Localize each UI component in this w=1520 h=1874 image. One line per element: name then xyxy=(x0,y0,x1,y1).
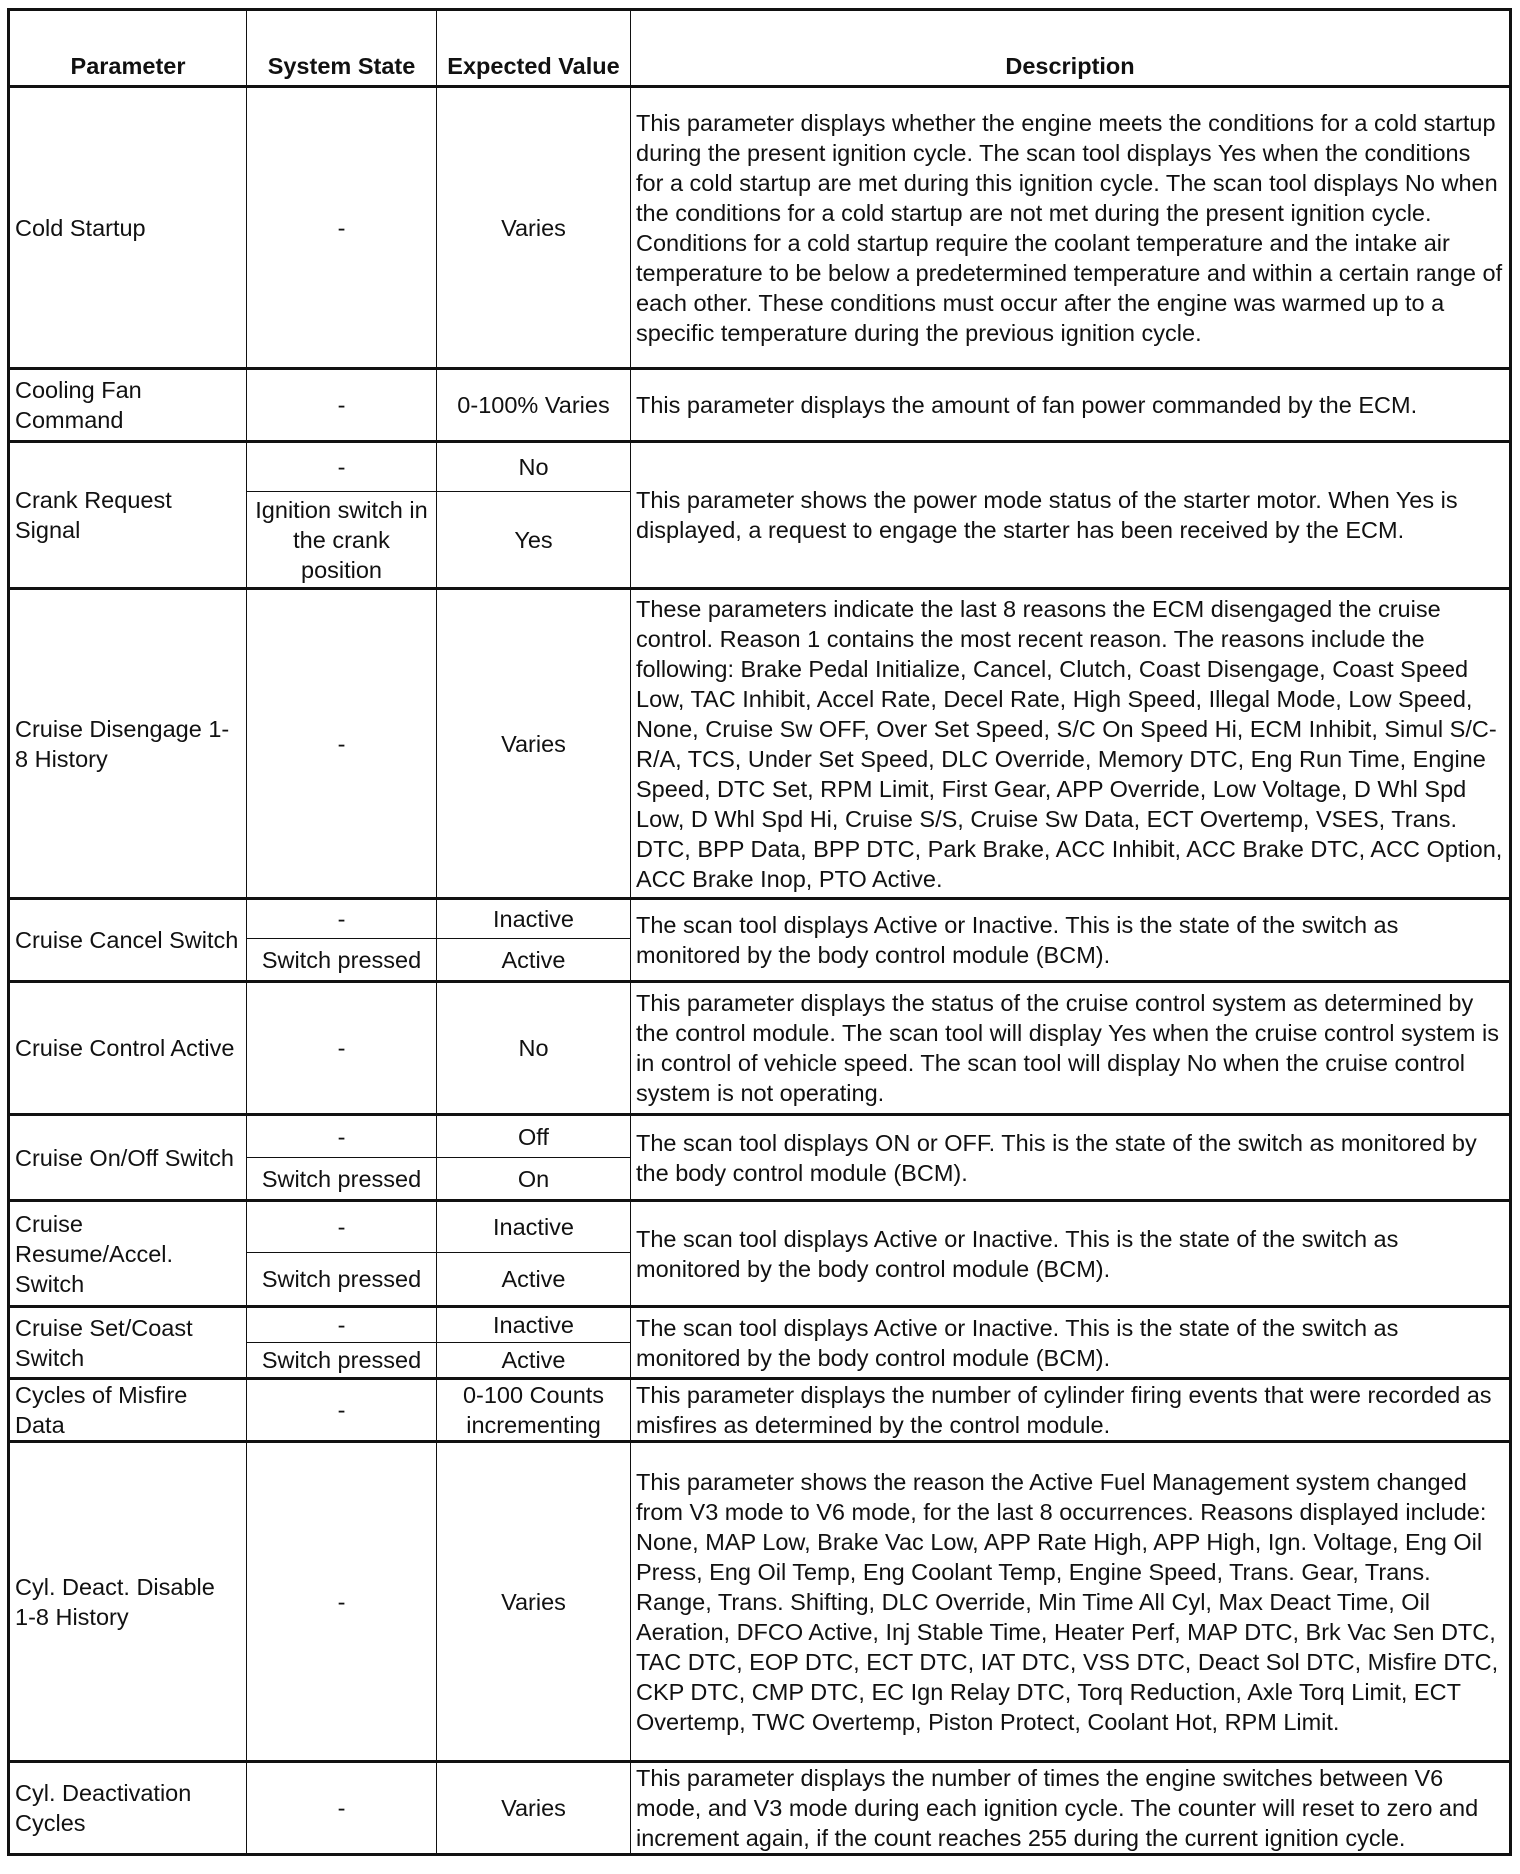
system-state-cell: - xyxy=(247,1442,437,1762)
system-state-cell: - xyxy=(247,1115,437,1158)
expected-value-cell: No xyxy=(437,442,631,492)
system-state-cell: - xyxy=(247,899,437,939)
system-state-cell: Switch pressed xyxy=(247,939,437,982)
system-state-cell: - xyxy=(247,442,437,492)
table-row xyxy=(9,1307,1511,1343)
description-cell: This parameter displays the status of the cruise control system as determined by the control module. The scan tool will display Yes when the cruise control system is in control of vehicle speed. The scan tool will display No when the cruise control system is not operating. xyxy=(631,982,1511,1115)
expected-value-cell: Active xyxy=(437,1343,631,1379)
table-row xyxy=(9,369,1511,442)
table-row xyxy=(9,899,1511,939)
system-state-cell: - xyxy=(247,87,437,369)
expected-value-cell: Active xyxy=(437,939,631,982)
parameter-cell: Cruise Resume/Accel. Switch xyxy=(9,1201,247,1307)
description-cell: This parameter displays the amount of fan power commanded by the ECM. xyxy=(631,369,1511,442)
description-cell: The scan tool displays Active or Inactive. This is the state of the switch as monitored by the body control module (BCM). xyxy=(631,1201,1511,1307)
description-cell: This parameter displays the number of cylinder firing events that were recorded as misfires as determined by the control module. xyxy=(631,1379,1511,1442)
parameter-cell: Cold Startup xyxy=(9,87,247,369)
description-cell: This parameter displays whether the engine meets the conditions for a cold startup during the present ignition cycle. The scan tool displays Yes when the conditions for a cold startup are met during this ignition cycle. The scan tool displays No when the conditions for a cold startup are not met during the present ignition cycle. Conditions for a cold startup require the coolant temperature and the intake air temperature to be below a predetermined temperature and within a certain range of each other. These conditions must occur after the engine was warmed up to a specific temperature during the previous ignition cycle. xyxy=(631,87,1511,369)
parameter-cell: Cyl. Deact. Disable 1-8 History xyxy=(9,1442,247,1762)
expected-value-cell: Varies xyxy=(437,1762,631,1855)
parameter-cell: Cruise Cancel Switch xyxy=(9,899,247,982)
description-cell: This parameter displays the number of times the engine switches between V6 mode, and V3 mode during each ignition cycle. The counter will reset to zero and increment again, if the count reaches 255 during the current ignition cycle. xyxy=(631,1762,1511,1855)
parameter-cell: Crank Request Signal xyxy=(9,442,247,589)
header-parameter: Parameter xyxy=(9,10,247,87)
table-row xyxy=(9,1442,1511,1762)
system-state-cell: Switch pressed xyxy=(247,1343,437,1379)
system-state-cell: - xyxy=(247,1307,437,1343)
table-row xyxy=(9,982,1511,1115)
expected-value-cell: Inactive xyxy=(437,1201,631,1253)
system-state-cell: - xyxy=(247,982,437,1115)
expected-value-cell: Varies xyxy=(437,589,631,899)
table-row xyxy=(9,442,1511,492)
header-description: Description xyxy=(631,10,1511,87)
parameter-cell: Cyl. Deactivation Cycles xyxy=(9,1762,247,1855)
table-row xyxy=(9,87,1511,369)
parameter-cell: Cycles of Misfire Data xyxy=(9,1379,247,1442)
description-cell: The scan tool displays Active or Inactive. This is the state of the switch as monitored by the body control module (BCM). xyxy=(631,1307,1511,1379)
expected-value-cell: Off xyxy=(437,1115,631,1158)
description-cell: These parameters indicate the last 8 reasons the ECM disengaged the cruise control. Reason 1 contains the most recent reason. The reasons include the following: Brake Pedal Initialize, Cancel, Clutch, Coast Disengage, Coast Speed Low, TAC Inhibit, Accel Rate, Decel Rate, High Speed, Illegal Mode, Low Speed, None, Cruise Sw OFF, Over Set Speed, S/C On Speed Hi, ECM Inhibit, Simul S/C-R/A, TCS, Under Set Speed, DLC Override, Memory DTC, Eng Run Time, Engine Speed, DTC Set, RPM Limit, First Gear, APP Override, Low Voltage, D Whl Spd Low, D Whl Spd Hi, Cruise S/S, Cruise Sw Data, ECT Overtemp, VSES, Trans. DTC, BPP Data, BPP DTC, Park Brake, ACC Inhibit, ACC Brake DTC, ACC Option, ACC Brake Inop, PTO Active. xyxy=(631,589,1511,899)
system-state-cell: - xyxy=(247,1201,437,1253)
table-row xyxy=(9,589,1511,899)
parameter-cell: Cooling Fan Command xyxy=(9,369,247,442)
parameter-table xyxy=(7,8,1512,1856)
expected-value-cell: On xyxy=(437,1158,631,1201)
header-system-state: System State xyxy=(247,10,437,87)
expected-value-cell: Varies xyxy=(437,1442,631,1762)
system-state-cell: - xyxy=(247,1762,437,1855)
parameter-cell: Cruise Disengage 1-8 History xyxy=(9,589,247,899)
table-body xyxy=(9,87,1511,1855)
system-state-cell: Switch pressed xyxy=(247,1253,437,1307)
system-state-cell: Switch pressed xyxy=(247,1158,437,1201)
expected-value-cell: Active xyxy=(437,1253,631,1307)
table-row xyxy=(9,1201,1511,1253)
description-cell: The scan tool displays Active or Inactive. This is the state of the switch as monitored by the body control module (BCM). xyxy=(631,899,1511,982)
table-row xyxy=(9,1762,1511,1855)
description-cell: This parameter shows the reason the Active Fuel Management system changed from V3 mode to V6 mode, for the last 8 occurrences. Reasons displayed include: None, MAP Low, Brake Vac Low, APP Rate High, APP High, Ign. Voltage, Eng Oil Press, Eng Oil Temp, Eng Coolant Temp, Engine Speed, Trans. Gear, Trans. Range, Trans. Shifting, DLC Override, Min Time All Cyl, Max Deact Time, Oil Aeration, DFCO Active, Inj Stable Time, Heater Perf, MAP DTC, Brk Vac Sen DTC, TAC DTC, EOP DTC, ECT DTC, IAT DTC, VSS DTC, Deact Sol DTC, Misfire DTC, CKP DTC, CMP DTC, EC Ign Relay DTC, Torq Reduction, Axle Torq Limit, ECT Overtemp, TWC Overtemp, Piston Protect, Coolant Hot, RPM Limit. xyxy=(631,1442,1511,1762)
expected-value-cell: 0-100% Varies xyxy=(437,369,631,442)
expected-value-cell: Yes xyxy=(437,492,631,589)
parameter-cell: Cruise On/Off Switch xyxy=(9,1115,247,1201)
expected-value-cell: Varies xyxy=(437,87,631,369)
header-expected-value: Expected Value xyxy=(437,10,631,87)
expected-value-cell: Inactive xyxy=(437,1307,631,1343)
table-row xyxy=(9,1115,1511,1158)
system-state-cell: - xyxy=(247,1379,437,1442)
system-state-cell: Ignition switch in the crank position xyxy=(247,492,437,589)
system-state-cell: - xyxy=(247,369,437,442)
description-cell: This parameter shows the power mode status of the starter motor. When Yes is displayed, a request to engage the starter has been received by the ECM. xyxy=(631,442,1511,589)
parameter-cell: Cruise Control Active xyxy=(9,982,247,1115)
expected-value-cell: Inactive xyxy=(437,899,631,939)
expected-value-cell: 0-100 Counts incrementing xyxy=(437,1379,631,1442)
system-state-cell: - xyxy=(247,589,437,899)
table-row xyxy=(9,1379,1511,1442)
expected-value-cell: No xyxy=(437,982,631,1115)
description-cell: The scan tool displays ON or OFF. This is the state of the switch as monitored by the body control module (BCM). xyxy=(631,1115,1511,1201)
header-row xyxy=(9,10,1511,87)
parameter-cell: Cruise Set/Coast Switch xyxy=(9,1307,247,1379)
